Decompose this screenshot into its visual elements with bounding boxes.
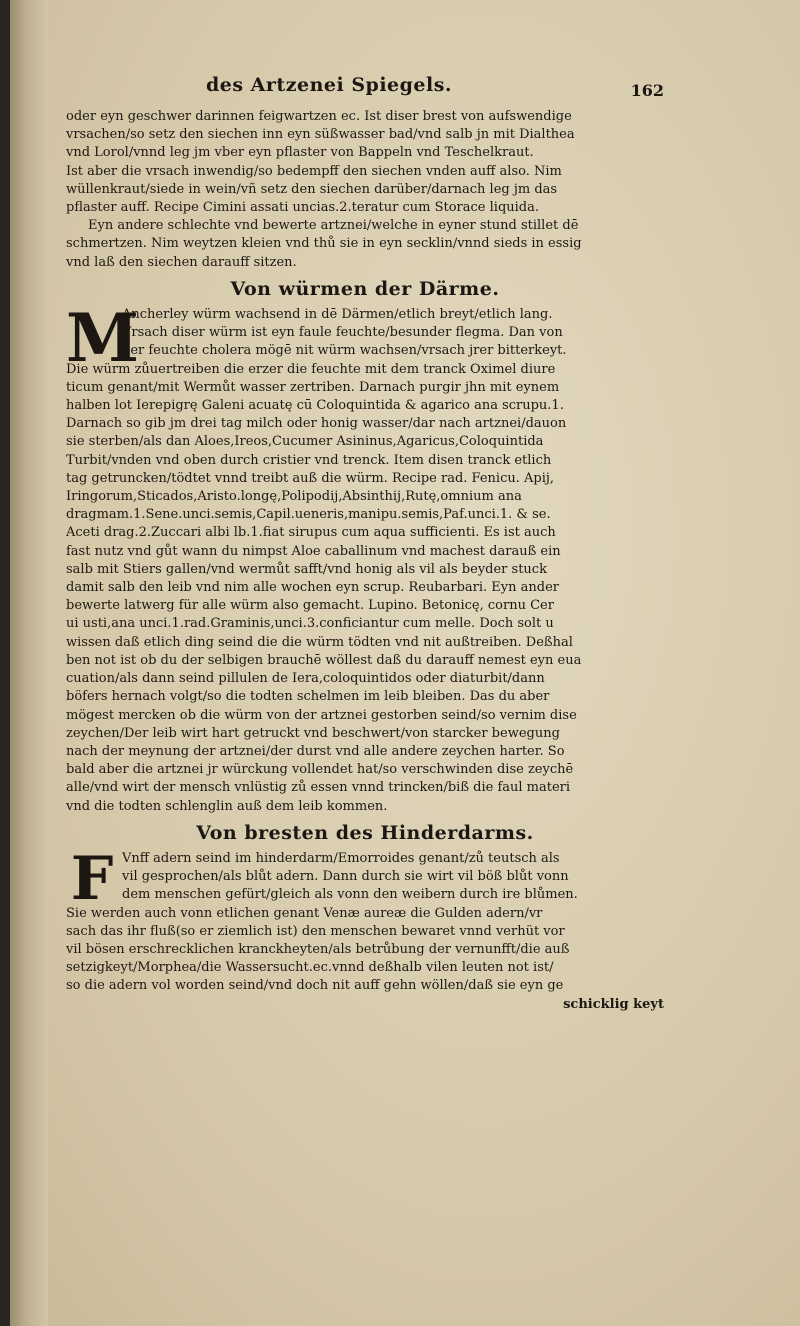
text-line: vil gesprochen/als blůt adern. Dann durch sie wirt vil böß blůt vonn (122, 869, 569, 885)
text-line: sie sterben/als dan Aloes,Ireos,Cucumer Asininus,Agaricus,Coloquintida (66, 434, 544, 450)
text-line: salb mit Stiers gallen/vnd wermůt safft/vnd honig als vil als beyder stuck (66, 561, 547, 577)
text-line: ben not ist ob du der selbigen brauchē wöllest daß du darauff nemest eyn eua (66, 652, 582, 668)
text-line: halben lot Ierepigrę Galeni acuatę cū Coloquintida & agarico ana scrupu.1. (66, 398, 564, 414)
paragraph-worm-treatment (66, 361, 664, 816)
text-line: setzigkeyt/Morphea/die Wassersucht.ec.vnnd deßhalb vilen leuten not ist/ (66, 960, 554, 976)
text-line: Aceti drag.2.Zuccari albi lb.1.fiat sirupus cum aqua sufficienti. Es ist auch (66, 525, 556, 541)
text-line: Darnach so gib jm drei tag milch oder honig wasser/dar nach artznei/dauon (66, 416, 567, 432)
paragraph-hinderdarm (66, 905, 664, 996)
text-line: wissen daß etlich ding seind die die würm tödten vnd nit außtreiben. Deßhal (66, 634, 573, 650)
drop-cap-initial: F (70, 843, 114, 914)
paragraph-hemorrhoid-remedies (66, 108, 664, 272)
text-line: vnd die todten schlenglin auß dem leib kommen. (66, 798, 388, 814)
text-line: schmertzen. Nim weytzen kleien vnd thů sie in eyn secklin/vnnd sieds in essig (66, 236, 582, 252)
text-line: Vnff adern seind im hinderdarm/Emorroides genant/zů teutsch als (122, 850, 560, 866)
text-line: vil bösen erschrecklichen kranckheyten/als betrůbung der vernunfft/die auß (66, 941, 570, 957)
text-line: damit salb den leib vnd nim alle wochen eyn scrup. Reubarbari. Eyn ander (66, 580, 559, 596)
text-line: pflaster auff. Recipe Cimini assati uncias.2.teratur cum Storace liquida. (66, 200, 539, 216)
text-line: mögest mercken ob die würm von der artznei gestorben seind/so vernim dise (66, 707, 577, 723)
text-line: ui usti,ana unci.1.rad.Graminis,unci.3.conficiantur cum melle. Doch solt u (66, 616, 554, 632)
text-line: nach der meynung der artznei/der durst vnd alle andere zeychen harter. So (66, 743, 565, 759)
text-line: fast nutz vnd gůt wann du nimpst Aloe caballinum vnd machest darauß ein (66, 543, 561, 559)
text-line: Ancherley würm wachsend in dē Därmen/etlich breyt/etlich lang. (122, 307, 553, 323)
text-line: böfers hernach volgt/so die todten schelmen im leib bleiben. Das du aber (66, 689, 550, 705)
text-line: vrsachen/so setz den siechen inn eyn süßwasser bad/vnd salb jn mit Dialthea (66, 127, 575, 143)
text-line: vnd laß den siechen darauff sitzen. (66, 254, 297, 270)
running-head (66, 76, 664, 106)
text-line: Die würm zůuertreiben die erzer die feuchte mit dem tranck Oximel diure (66, 361, 556, 377)
text-line: tag getruncken/tödtet vnnd treibt auß die würm. Recipe rad. Fenicu. Apij, (66, 470, 555, 486)
text-line: zeychen/Der leib wirt hart getruckt vnd beschwert/von starcker bewegung (66, 725, 560, 741)
text-line: alle/vnd wirt der mensch vnlüstig zů essen vnnd trincken/biß die faul materi (66, 780, 571, 796)
text-line: dem menschen gefürt/gleich als vonn den weibern durch ire blůmen. (122, 887, 578, 903)
catchword: schicklig keyt (563, 996, 664, 1012)
text-line: dragmam.1.Sene.unci.semis,Capil.ueneris,manipu.semis,Paf.unci.1. & se. (66, 507, 551, 523)
text-line: sach das ihr fluß(so er ziemlich ist) den menschen bewaret vnnd verhüt vor (66, 923, 565, 939)
folio-number: 162 (630, 81, 664, 100)
book-page (10, 0, 800, 1326)
text-line: Turbit/vnden vnd oben durch cristier vnd trenck. Item disen tranck etlich (66, 452, 552, 468)
text-line: Vrsach diser würm ist eyn faule feuchte/besunder flegma. Dan von (122, 325, 563, 341)
text-line: vnd Lorol/vnnd leg jm vber eyn pflaster von Bappeln vnd Teschelkraut. (66, 145, 534, 161)
text-line: bald aber die artznei jr würckung vollendet hat/so verschwinden dise zeychē (66, 762, 574, 778)
text-line: der feuchte cholera mögē nit würm wachsen/vrsach jrer bitterkeyt. (122, 343, 567, 359)
text-line: Eyn andere schlechte vnd bewerte artznei/welche in eyner stund stillet dē (88, 218, 579, 234)
page-gutter (10, 0, 48, 1326)
text-block (66, 76, 664, 1014)
text-line: bewerte latwerg für alle würm also gemacht. Lupino. Betonicę, cornu Cer (66, 598, 554, 614)
text-line: oder eyn geschwer darinnen feigwartzen ec. Ist diser brest von aufswendige (66, 109, 572, 124)
drop-cap-initial: M (66, 299, 140, 378)
text-line: Ist aber die vrsach inwendig/so bedempff den siechen vnden auff also. Nim (66, 163, 562, 179)
text-line: cuation/als dann seind pillulen de Iera,coloquintidos oder diaturbit/dann (66, 671, 545, 687)
text-line: Iringorum,Sticados,Aristo.longę,Polipodij,Absinthij,Rutę,omnium ana (66, 489, 522, 505)
text-line: wüllenkraut/siede in wein/vñ setz den siechen darüber/darnach leg jm das (66, 181, 558, 197)
running-title: des Artzenei Spiegels. (206, 74, 453, 96)
text-line: Sie werden auch vonn etlichen genant Venæ aureæ die Gulden adern/vr (66, 905, 543, 921)
text-line: so die adern vol worden seind/vnd doch nit auff gehn wöllen/daß sie eyn ge (66, 978, 564, 994)
text-line: ticum genant/mit Wermůt wasser zertriben. Darnach purgir jhn mit eynem (66, 379, 560, 395)
section-heading-hinderdarm: Von bresten des Hinderdarms. (196, 821, 534, 844)
section-heading-worms: Von würmen der Därme. (230, 277, 500, 300)
catchword-row (66, 996, 664, 1014)
